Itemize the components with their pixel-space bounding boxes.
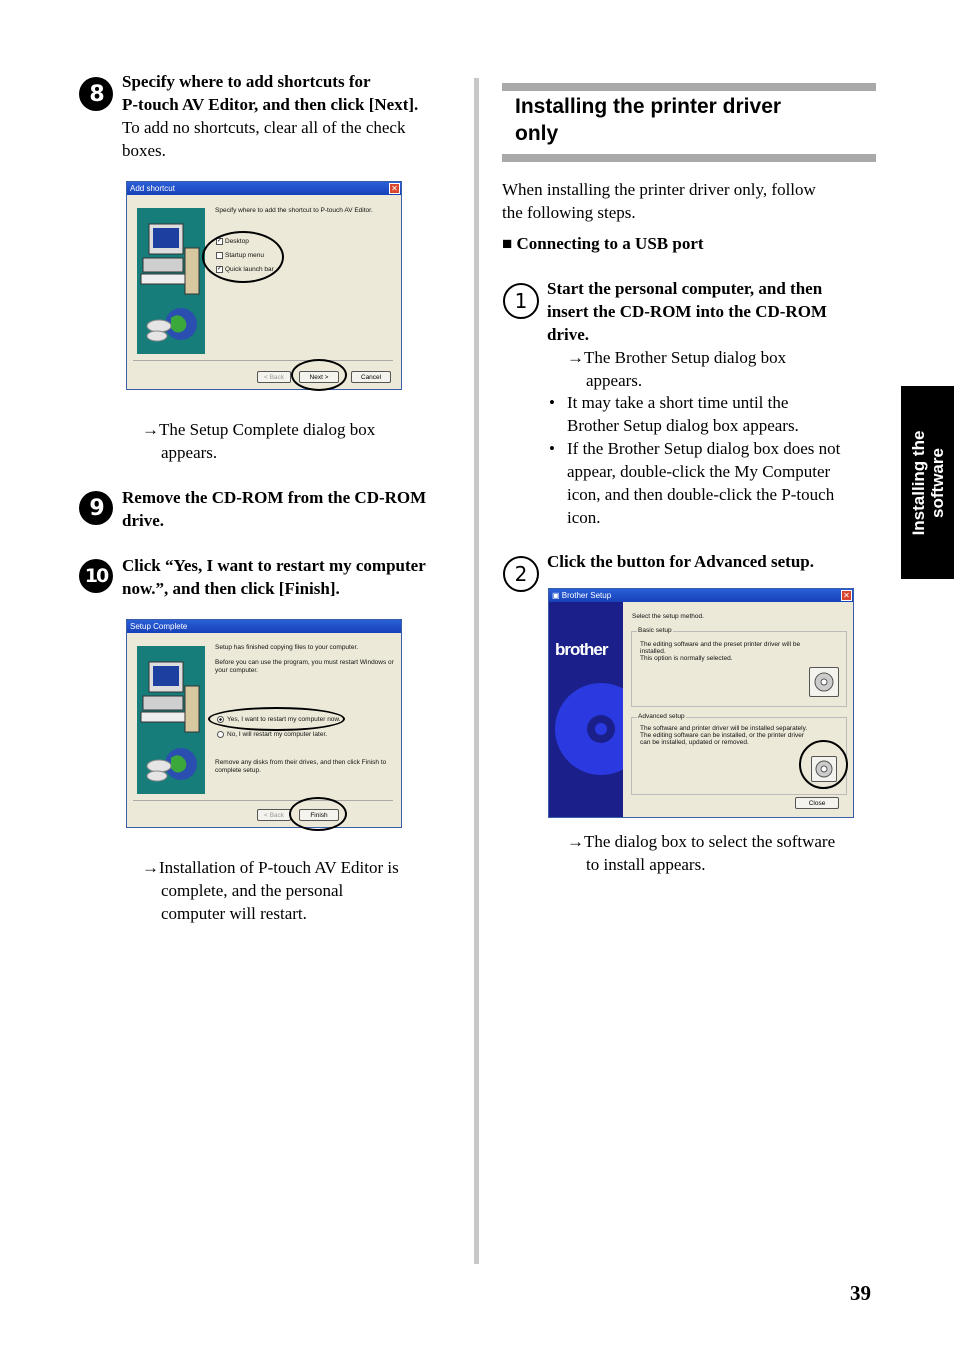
basic-text-2: installed. <box>640 648 666 655</box>
highlight-checkboxes-circle <box>202 231 284 283</box>
bullet-dot: • <box>549 439 555 458</box>
brother-logo: brother <box>555 640 608 659</box>
column-divider <box>474 78 479 1264</box>
usb-subheading: ■ Connecting to a USB port <box>502 234 704 253</box>
step8-note: To add no shortcuts, clear all of the check boxes. <box>122 118 406 160</box>
finish-button[interactable]: Finish <box>299 809 339 821</box>
back-button[interactable]: < Back <box>257 809 291 821</box>
dialog-prompt: Select the setup method. <box>632 613 704 620</box>
step-number-9: 9 <box>79 491 113 525</box>
restart-later-radio[interactable] <box>217 731 224 738</box>
advanced-text-1: The software and printer driver will be installed separately. <box>640 725 808 732</box>
bullet-dot: • <box>549 393 555 412</box>
dialog-text-3: your computer. <box>215 667 258 674</box>
step-number-1: 1 <box>503 283 539 319</box>
dialog-text-1: Setup has finished copying files to your computer. <box>215 644 359 651</box>
option-desktop: Desktop <box>225 238 249 245</box>
advanced-setup-label: Advanced setup <box>638 713 685 720</box>
computer-illustration <box>137 208 205 354</box>
highlight-restart-circle <box>208 707 345 731</box>
section-side-tab: Installing the software <box>901 386 954 579</box>
computer-globe-icon <box>137 646 205 794</box>
step-number-8: 8 <box>79 77 113 111</box>
step2-title: Click the button for Advanced setup. <box>547 552 814 571</box>
basic-text-1: The editing software and the preset printer driver will be <box>640 641 801 648</box>
dialog-title-bar <box>127 182 401 195</box>
step8-title: Specify where to add shortcuts for P-touch AV Editor, and then click [Next]. <box>122 72 419 114</box>
page-number: 39 <box>850 1281 871 1305</box>
dialog-title: Add shortcut <box>130 184 175 193</box>
step8-result: →The Setup Complete dialog box appears. <box>142 420 376 462</box>
heading-bar-top <box>502 83 876 91</box>
dialog-text-4: Remove any disks from their drives, and then click Finish to <box>215 759 387 766</box>
step-number-2: 2 <box>503 556 539 592</box>
option-restart-now: Yes, I want to restart my computer now. <box>227 716 341 723</box>
app-icon: ▣ <box>552 591 562 600</box>
highlight-advanced-circle <box>799 740 848 789</box>
step9-title: Remove the CD-ROM from the CD-ROM drive. <box>122 488 427 530</box>
basic-setup-label: Basic setup <box>638 627 672 634</box>
button-separator <box>133 360 393 361</box>
advanced-text-2: The editing software can be installed, or the printer driver <box>640 732 805 739</box>
dialog-text-2: Before you can use the program, you must restart Windows or <box>215 659 394 666</box>
computer-globe-icon <box>137 208 205 354</box>
dialog-title: Brother Setup <box>561 591 612 600</box>
basic-setup-button[interactable] <box>809 667 839 697</box>
cd-disc-icon <box>549 677 623 817</box>
option-quick-launch: Quick launch bar <box>225 266 274 273</box>
quick-launch-checkbox[interactable]: ✓ <box>217 266 223 272</box>
basic-text-3: This option is normally selected. <box>640 655 733 662</box>
dialog-text-5: complete setup. <box>215 767 261 774</box>
back-button[interactable]: < Back <box>257 371 291 383</box>
option-startup-menu: Startup menu <box>225 252 265 259</box>
step1-result: →The Brother Setup dialog box appears. <box>567 348 787 390</box>
disc-install-icon <box>810 668 838 696</box>
step1-title: Start the personal computer, and then insert the CD-ROM into the CD-ROM drive. <box>547 279 827 344</box>
step10-title: Click “Yes, I want to restart my computer now.”, and then click [Finish]. <box>122 556 426 598</box>
advanced-text-3: can be installed, updated or removed. <box>640 739 749 746</box>
highlight-next-circle <box>291 359 347 391</box>
step1-bullet-1: It may take a short time until the Brother Setup dialog box appears. <box>567 393 799 435</box>
dialog-title: Setup Complete <box>130 622 188 631</box>
cancel-button[interactable]: Cancel <box>351 371 391 383</box>
close-button[interactable]: Close <box>795 797 839 809</box>
step1-bullet-2: If the Brother Setup dialog box does not appear, double-click the My Computer icon, and then double-click the P-touch icon. <box>567 439 841 527</box>
highlight-finish-circle <box>289 797 347 831</box>
button-separator <box>133 800 393 801</box>
step10-result: →Installation of P-touch AV Editor is complete, and the personal computer will restart. <box>142 858 399 923</box>
step-number-10: 10 <box>79 559 113 593</box>
next-button[interactable]: Next > <box>299 371 339 383</box>
add-shortcut-dialog <box>126 181 402 390</box>
computer-illustration <box>137 646 205 794</box>
step2-result: →The dialog box to select the software to install appears. <box>567 832 836 874</box>
close-icon[interactable]: ✕ <box>841 590 852 601</box>
heading-bar-bottom <box>502 154 876 162</box>
intro-text: When installing the printer driver only, follow the following steps. <box>502 180 816 222</box>
section-heading: Installing the printer driver only <box>515 95 782 145</box>
dialog-prompt: Specify where to add the shortcut to P-touch AV Editor. <box>215 207 373 214</box>
desktop-checkbox[interactable]: ✓ <box>217 238 223 244</box>
dialog-title-bar <box>127 620 401 633</box>
brand-panel <box>549 602 623 817</box>
option-restart-later: No, I will restart my computer later. <box>227 731 328 738</box>
close-icon[interactable]: ✕ <box>389 183 400 194</box>
dialog-title-bar <box>549 589 853 602</box>
